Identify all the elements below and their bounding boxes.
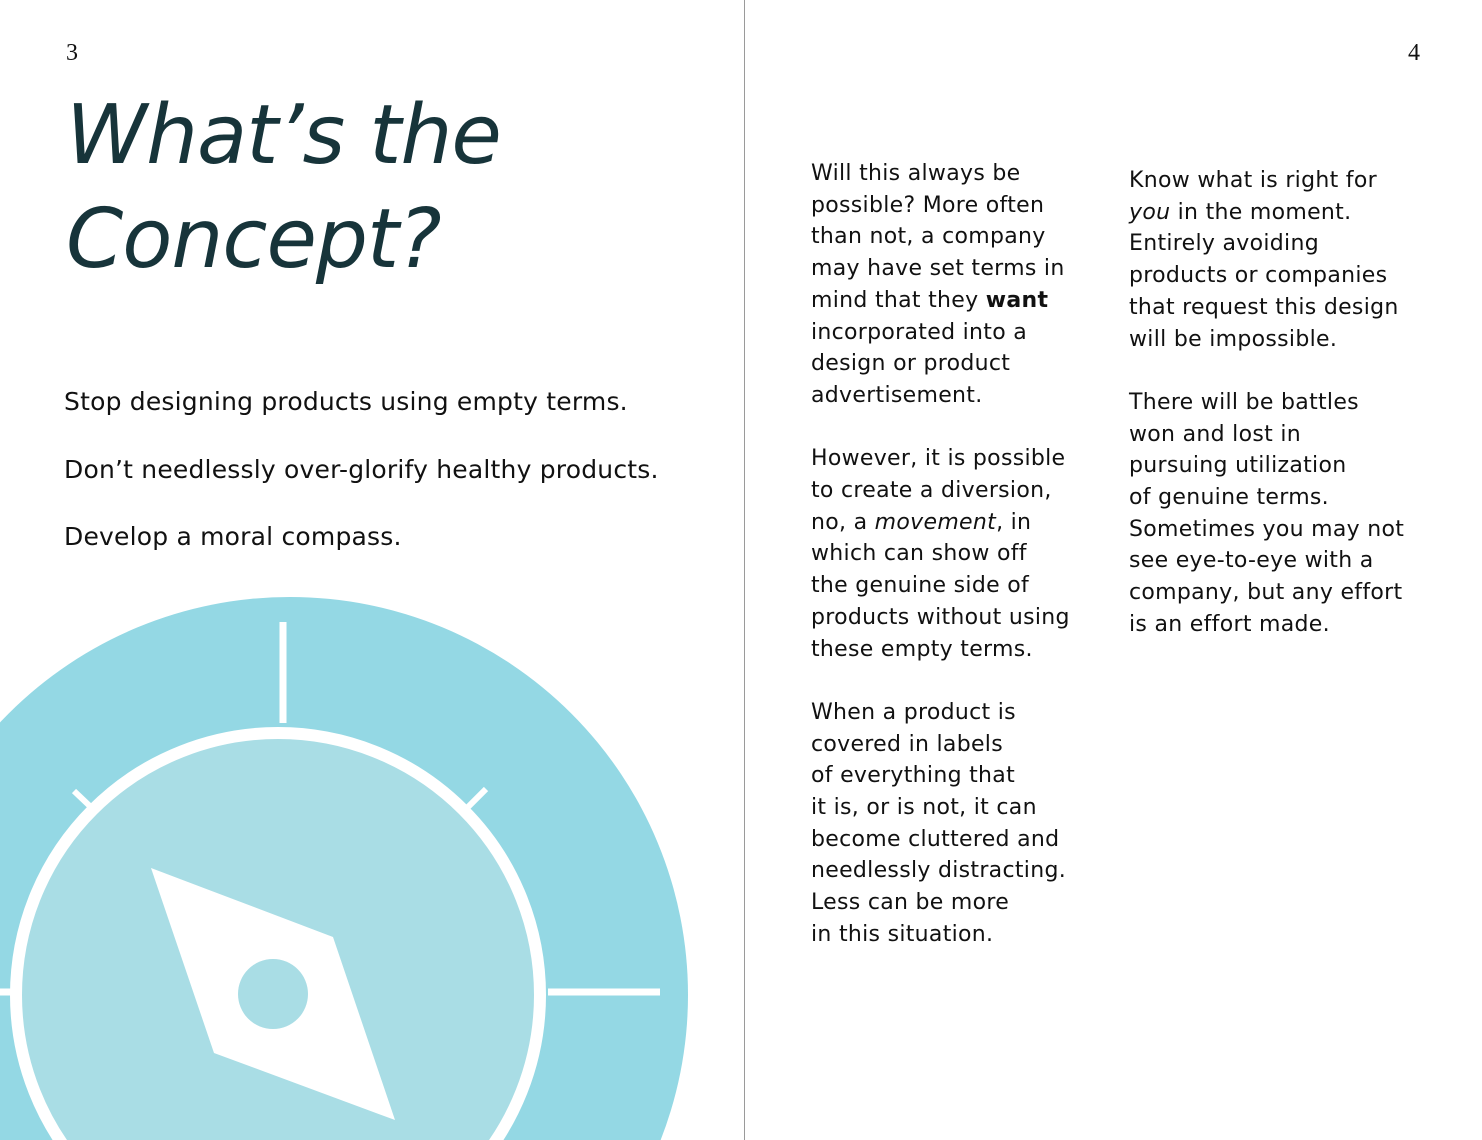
text-line: Entirely avoiding: [1129, 231, 1319, 257]
text-line: these empty terms.: [811, 636, 1033, 662]
text-line: may have set terms in: [811, 256, 1065, 282]
text-line: become cluttered and: [811, 826, 1060, 852]
emphasis-italic: you: [1129, 199, 1171, 225]
text-column-2: [1129, 165, 1439, 672]
text-line: which can show off: [811, 541, 1027, 567]
text-line: of everything that: [811, 763, 1016, 789]
text-line: of genuine terms.: [1129, 485, 1329, 511]
title-line-1: What’s the: [66, 88, 501, 183]
paragraph: [1129, 387, 1439, 641]
text-fragment: , in: [996, 509, 1032, 535]
text-line: covered in labels: [811, 731, 1003, 757]
right-page: [745, 0, 1482, 1140]
paragraph: [1129, 165, 1439, 355]
text-line: company, but any effort: [1129, 580, 1403, 606]
text-line: However, it is possible: [811, 446, 1066, 472]
paragraph: [811, 697, 1111, 951]
statement-2: Don’t needlessly over-glorify healthy products.: [64, 454, 659, 484]
statement-3: Develop a moral compass.: [64, 522, 402, 551]
text-fragment: no, a: [811, 509, 875, 535]
text-line: it is, or is not, it can: [811, 795, 1037, 821]
emphasis-bold: want: [985, 287, 1049, 313]
text-fragment: in the moment.: [1170, 199, 1352, 225]
page-number-right: 4: [1408, 40, 1420, 66]
text-fragment: mind that they: [811, 287, 986, 313]
emphasis-italic: movement: [874, 509, 997, 535]
text-line: incorporated into a: [811, 319, 1028, 345]
text-column-1: [811, 158, 1111, 982]
text-line: see eye-to-eye with a: [1129, 548, 1374, 574]
text-line: in this situation.: [811, 921, 994, 947]
text-line: Less can be more: [811, 890, 1010, 916]
paragraph: [811, 158, 1111, 412]
text-line: [811, 285, 1111, 317]
text-line: needlessly distracting.: [811, 858, 1067, 884]
page-title: [66, 84, 501, 292]
statement-1: Stop designing products using empty terms.: [64, 387, 628, 416]
text-line: Sometimes you may not: [1129, 516, 1405, 542]
title-line-2: Concept?: [66, 192, 441, 287]
text-line: [1129, 197, 1439, 229]
text-line: is an effort made.: [1129, 611, 1330, 637]
paragraph: [811, 443, 1111, 665]
page-number-left: 3: [66, 40, 78, 66]
text-line: that request this design: [1129, 294, 1399, 320]
text-line: to create a diversion,: [811, 478, 1052, 504]
text-line: design or product: [811, 351, 1011, 377]
text-line: Will this always be: [811, 161, 1021, 186]
text-line: advertisement.: [811, 382, 983, 408]
text-line: possible? More often: [811, 192, 1045, 218]
text-line: Know what is right for: [1129, 168, 1377, 193]
text-line: There will be battles: [1129, 389, 1359, 415]
text-line: When a product is: [811, 699, 1016, 725]
text-line: the genuine side of: [811, 573, 1030, 599]
text-line: will be impossible.: [1129, 326, 1338, 352]
compass-icon: [0, 560, 744, 1140]
compass-pivot: [238, 959, 308, 1029]
text-line: won and lost in: [1129, 421, 1301, 447]
text-line: products without using: [811, 604, 1070, 630]
key-statements: [64, 382, 659, 585]
text-line: pursuing utilization: [1129, 453, 1347, 479]
text-line: products or companies: [1129, 263, 1388, 289]
text-line: than not, a company: [811, 224, 1046, 250]
text-line: [811, 507, 1111, 539]
